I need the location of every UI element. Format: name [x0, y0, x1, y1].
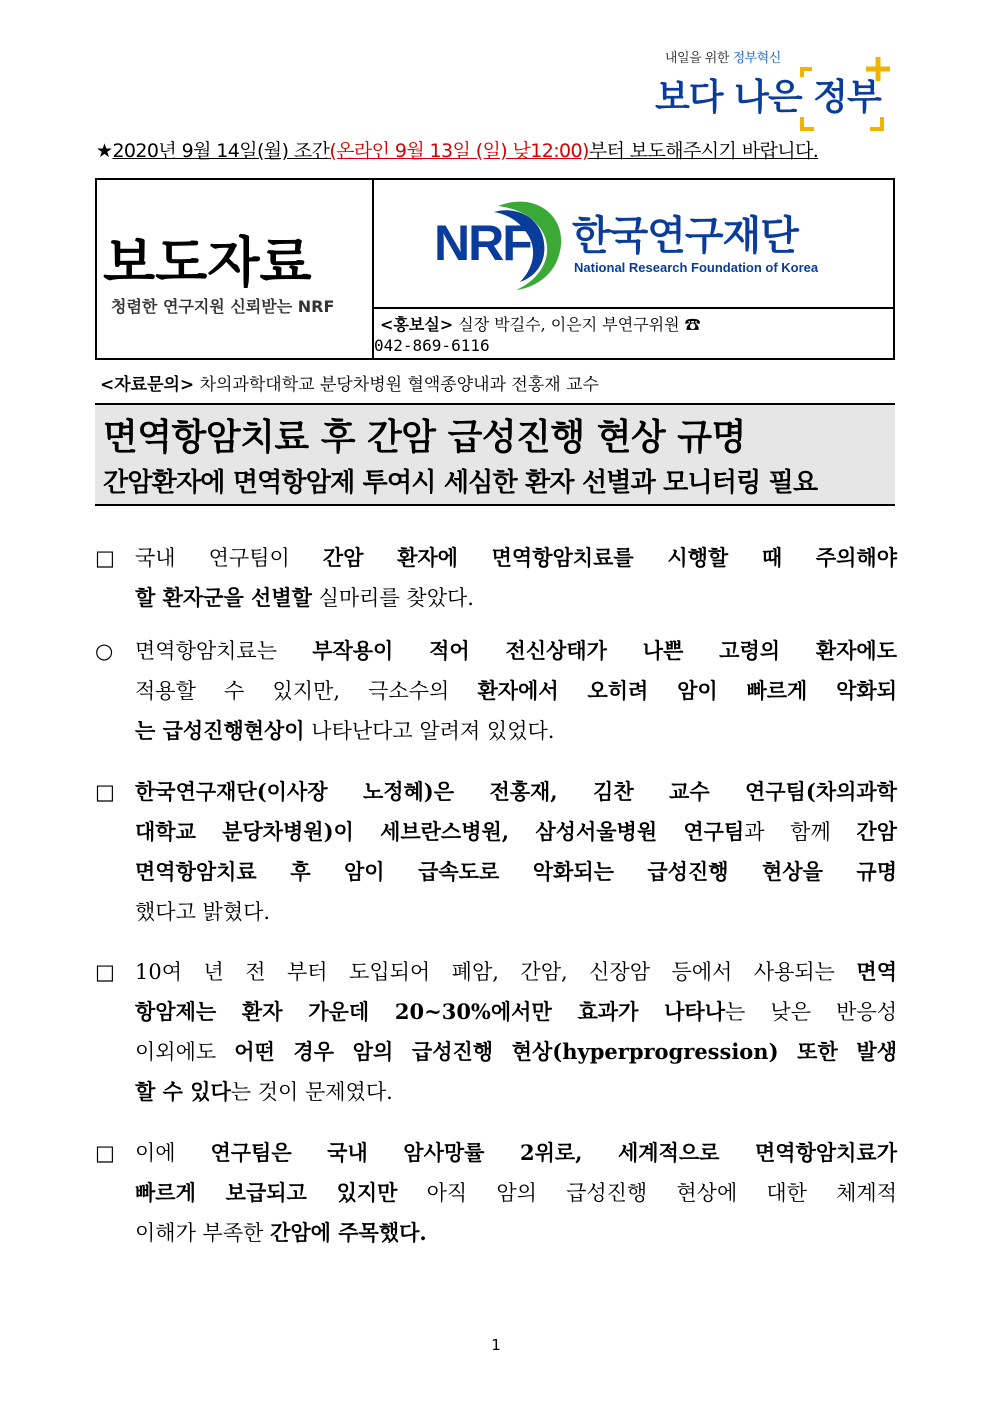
paragraph-line: 이해가 부족한 간암에 주목했다. — [135, 1220, 427, 1245]
paragraph-line: 국내 연구팀이 간암 환자에 면역항암치료를 시행할 때 주의해야 — [135, 545, 897, 570]
paragraph-1 — [95, 538, 897, 618]
gov-logo-main-text: 보다 나은 정부 — [655, 77, 881, 118]
paragraph-line: 이외에도 어떤 경우 암의 급성진행 현상(hyperprogression) 또한 발생 — [135, 1039, 897, 1064]
org-slogan: 청렴한 연구지원 신뢰받는 NRF — [111, 297, 335, 316]
paragraph-line: 는 급성진행현상이 나타난다고 알려져 있었다. — [135, 718, 555, 743]
nrf-english-name: National Research Foundation of Korea — [574, 260, 819, 275]
nrf-abbreviation: NRF — [434, 215, 531, 271]
gov-logo-tagline: 내일을 위한 정부혁신 — [665, 51, 781, 66]
page-number: 1 — [491, 1336, 501, 1354]
paragraph-line: 한국연구재단(이사장 노정혜)은 전홍재, 김찬 교수 연구팀(차의과학 — [135, 779, 897, 804]
press-contact-phone: 042-869-6116 — [374, 336, 490, 355]
inquiry-line: <자료문의> 차의과학대학교 분당차병원 혈액종양내과 전홍재 교수 — [100, 375, 599, 395]
doc-type-cell — [97, 180, 374, 358]
paragraph-line: 항암제는 환자 가운데 20~30%에서만 효과가 나타나는 낮은 반응성 — [135, 999, 897, 1024]
press-contact-people: <홍보실> 실장 박길수, 이은지 부연구위원 ☎ — [380, 315, 701, 334]
embargo-notice: ★2020년 9월 14일(월) 조간(온라인 9월 13일 (일) 낮12:00)부터 보도해주시기 바랍니다. — [96, 140, 819, 162]
paragraph-3 — [95, 772, 897, 932]
nrf-korean-name: 한국연구재단 — [572, 213, 798, 259]
paragraph-line: 했다고 밝혔다. — [135, 900, 271, 924]
paragraph-line: 10여 년 전 부터 도입되어 폐암, 간암, 신장암 등에서 사용되는 면역 — [135, 959, 897, 984]
checkbox-bullet: □ — [95, 546, 115, 570]
checkbox-bullet: □ — [95, 960, 115, 984]
checkbox-bullet: □ — [95, 1141, 115, 1165]
headline-box — [95, 403, 895, 506]
paragraph-5 — [95, 1133, 897, 1253]
paragraph-line: 빠르게 보급되고 있지만 아직 암의 급성진행 현상에 대한 체계적 — [135, 1180, 897, 1205]
sub-headline: 간암환자에 면역항암제 투여시 세심한 환자 선별과 모니터링 필요 — [103, 468, 818, 498]
headline: 면역항암치료 후 간암 급성진행 현상 규명 — [103, 417, 746, 458]
circle-bullet: ○ — [95, 639, 114, 663]
nrf-logo — [434, 196, 834, 294]
paragraph-line: 할 수 있다는 것이 문제였다. — [135, 1079, 393, 1104]
paragraph-line: 적용할 수 있지만, 극소수의 환자에서 오히려 암이 빠르게 악화되 — [135, 678, 897, 703]
paragraph-line: 면역항암치료 후 암이 급속도로 악화되는 급성진행 현상을 규명 — [135, 859, 897, 884]
doc-type-title: 보도자료 — [103, 231, 312, 294]
gov-logo-bracket-icon — [798, 55, 898, 135]
paragraph-line: 이에 연구팀은 국내 암사망률 2위로, 세계적으로 면역항암치료가 — [135, 1140, 897, 1165]
paragraph-4 — [95, 952, 897, 1112]
press-contact-cell — [374, 309, 893, 358]
paragraph-line: 면역항암치료는 부작용이 적어 전신상태가 나쁜 고령의 환자에도 — [135, 638, 897, 663]
paragraph-line: 할 환자군을 선별할 실마리를 찾았다. — [135, 585, 474, 610]
checkbox-bullet: □ — [95, 780, 115, 804]
paragraph-line: 대학교 분당차병원)이 세브란스병원, 삼성서울병원 연구팀과 함께 간암 — [135, 819, 897, 844]
paragraph-2 — [95, 631, 897, 751]
org-logo-cell — [374, 180, 893, 309]
press-release-header — [95, 178, 895, 360]
government-innovation-logo — [655, 45, 900, 135]
